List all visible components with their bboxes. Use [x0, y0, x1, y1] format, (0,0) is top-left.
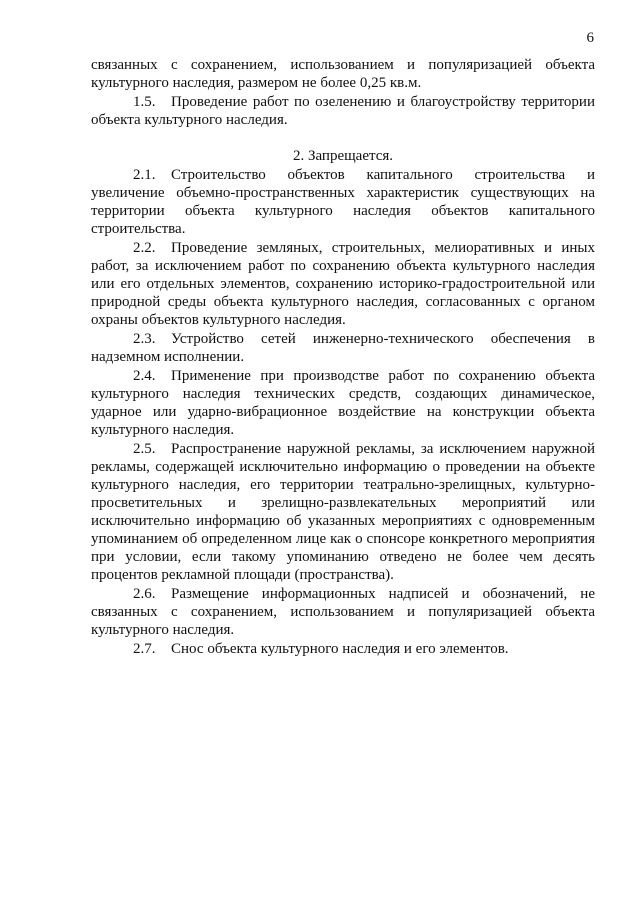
continuation-paragraph: связанных с сохранением, использованием и популяризацией объекта культурного наследия, размером не более 0,25 кв.м.	[91, 57, 595, 91]
item-text: Размещение информационных надписей и обозначений, не связанных с сохранением, использованием и популяризацией объекта культурного наследия.	[91, 586, 595, 638]
item-2-4	[91, 367, 595, 439]
item-number: 1.5.	[133, 94, 156, 110]
page-number: 6	[586, 30, 594, 46]
item-number: 2.1.	[133, 167, 156, 183]
item-number: 2.5.	[133, 441, 156, 457]
item-2-1	[91, 166, 595, 238]
section-heading: 2. Запрещается.	[292, 148, 394, 164]
document-body	[91, 56, 595, 659]
item-text: Проведение работ по озеленению и благоустройству территории объекта культурного наследия.	[91, 94, 595, 128]
item-number: 2.2.	[133, 240, 156, 256]
item-text: Применение при производстве работ по сохранению объекта культурного наследия технических средств, создающих динамическое, ударное или ударно-вибрационное воздействие на конструкции объекта культурного наследия.	[91, 368, 595, 438]
item-text: Устройство сетей инженерно-технического обеспечения в надземном исполнении.	[91, 331, 595, 365]
item-1-5	[91, 93, 595, 129]
item-number: 2.3.	[133, 331, 156, 347]
item-text: Снос объекта культурного наследия и его элементов.	[171, 641, 509, 657]
item-text: Строительство объектов капитального строительства и увеличение объемно-пространственных характеристик существующих на территории объекта культурного наследия объектов капитального строительства.	[91, 167, 595, 237]
item-2-2	[91, 239, 595, 329]
item-2-3	[91, 330, 595, 366]
item-2-6	[91, 585, 595, 639]
item-number: 2.7.	[133, 641, 156, 657]
item-number: 2.4.	[133, 368, 156, 384]
item-text: Проведение земляных, строительных, мелиоративных и иных работ, за исключением работ по сохранению объекта культурного наследия или его отдельных элементов, сохранению историко-градостроительной или природной среды объекта культурного наследия, согласованных с органом охраны объектов культурного наследия.	[91, 240, 595, 328]
item-text: Распространение наружной рекламы, за исключением наружной рекламы, содержащей исключительно информацию о проведении на объекте культурного наследия, его территории театрально-зрелищных, культурно-просветительных и зрелищно-развлекательных мероприятий или исключительно информацию об указанных мероприятиях с одновременным упоминанием об определенном лице как о спонсоре конкретного мероприятия при условии, если такому упоминанию отведено не более чем десять процентов рекламной площади (пространства).	[91, 441, 595, 583]
item-number: 2.6.	[133, 586, 156, 602]
item-2-5	[91, 440, 595, 584]
item-2-7	[91, 640, 595, 658]
